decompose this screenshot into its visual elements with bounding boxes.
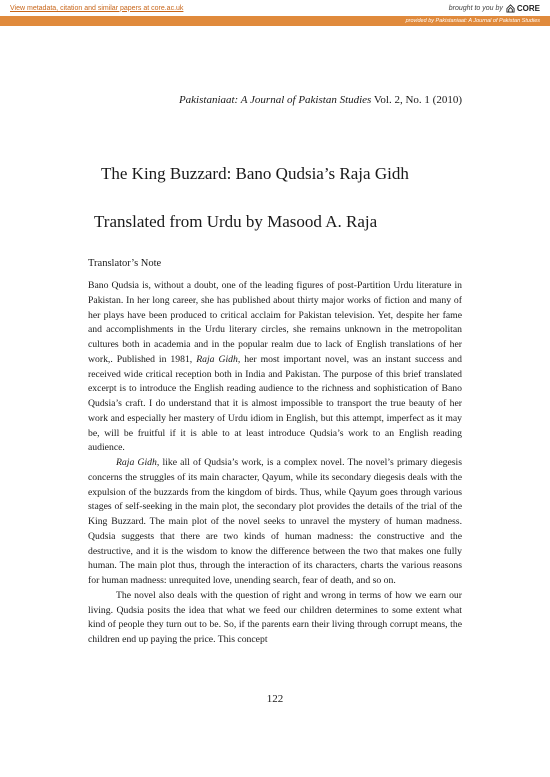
translator-line: Translated from Urdu by Masood A. Raja [94, 212, 378, 231]
brought-to-you-label: brought to you by [448, 4, 503, 12]
journal-name: Pakistaniaat: A Journal of Pakistan Studies [178, 94, 372, 106]
core-logo[interactable] [506, 4, 540, 13]
body-paragraph [88, 279, 462, 456]
text-run: Bano Qudsia is, without a doubt, one of the leading figures of post-Partition Urdu literature in Pakistan. In her long career, she has published about thirty major works of fiction and many of her plays have been produced to critical acclaim for Pakistan television. Yet, despite her fame and accomplishments in the Urdu literary circles, she remains unknown in the metropolitan cultures both in academia and in the popular realm due to lack of English translations of her work,. Published in 1981, [88, 280, 462, 365]
core-header [0, 0, 550, 16]
body-paragraph [88, 589, 462, 648]
text-run: , her most important novel, was an instant success and received wide critical reception both in India and Pakistan. The purpose of this brief translated excerpt is to introduce the English reading audience to the richness and sophistication of Bano Qudsia’s craft. I do understand that it is almost impossible to transport the true beauty of her work and especially her mastery of Urdu idiom in English, but this attempt, imperfect as it may be, will be fruitful if it is able to at least introduce Qudsia’s work to an English reading audience. [88, 353, 462, 454]
core-logo-icon [506, 4, 515, 13]
metadata-link[interactable]: View metadata, citation and similar papers at core.ac.uk [10, 4, 184, 12]
provider-bar[interactable] [0, 16, 550, 26]
journal-citation [150, 94, 462, 106]
core-logo-text: CORE [516, 3, 540, 13]
section-heading: Translator’s Note [88, 258, 162, 269]
page-number: 122 [266, 693, 284, 705]
core-attribution [449, 4, 540, 13]
text-run: , like all of Qudsia’s work, is a complex novel. The novel’s primary diegesis concerns the struggles of its main character, Qayum, while its secondary diegesis deals with the expulsion of the buzzards from the kingdom of birds. Thus, while Qayum goes through various stages of self-seeking in the main plot, the secondary plot provides the details of the trial of the King Buzzard. The main plot of the novel seeks to unravel the mystery of human madness. Qudsia suggests that there are two kinds of human madness: the constructive and the destructive, and it is the wisdom to know the difference between the two that makes one fully human. The main plot thus, through the interaction of its characters, charts the various reasons for human madness: unrequited love, unending search, fear of death, and so on. [88, 457, 462, 586]
journal-issue: Vol. 2, No. 1 (2010) [371, 94, 462, 106]
provider-text: provided by Pakistaniaat: A Journal of Pakistan Studies [405, 18, 540, 24]
body-paragraph [88, 456, 462, 589]
italic-run: Raja Gidh [196, 353, 238, 365]
text-run: The novel also deals with the question of right and wrong in terms of how we earn our living. Qudsia posits the idea that what we feed our children determines to some extent what kind of people they turn out to be. So, if the parents earn their living through corrupt means, the children end up paying the price. This concept [88, 589, 462, 645]
italic-run: Raja Gidh [116, 457, 157, 468]
article-title: The King Buzzard: Bano Qudsia’s Raja Gidh [101, 164, 409, 183]
article-body [88, 279, 462, 648]
